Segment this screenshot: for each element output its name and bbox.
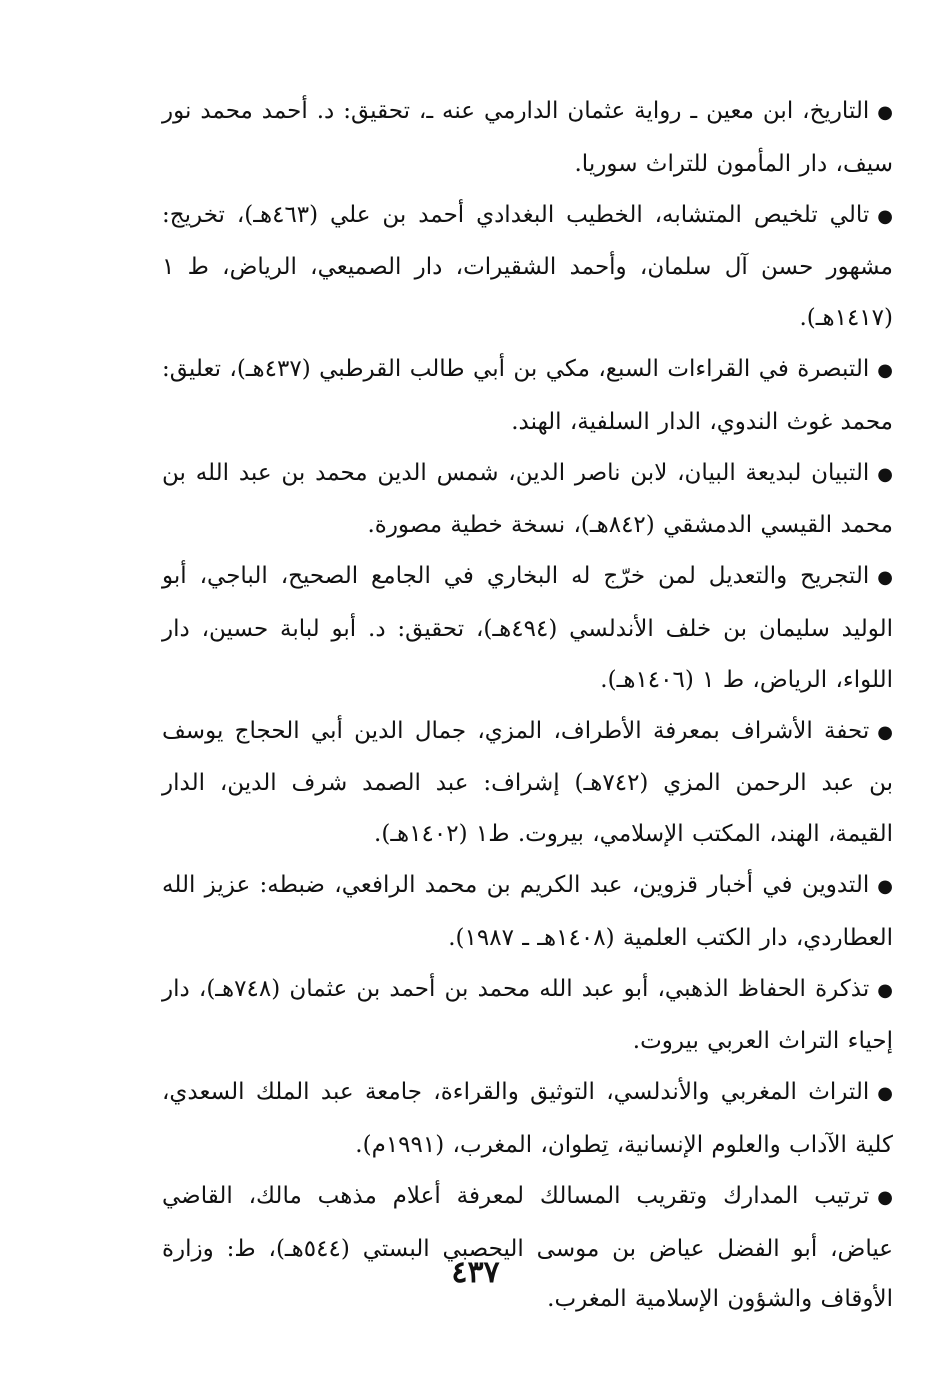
bibliography-entry [162, 551, 893, 705]
bibliography-entry [162, 860, 893, 964]
entry-text: تذكرة الحفاظ الذهبي، أبو عبد الله محمد بن أحمد بن عثمان (٧٤٨هـ)، دار إحياء التراث العربي بيروت. [162, 975, 893, 1055]
bullet-icon: ● [877, 1083, 893, 1105]
bibliography-entry [162, 706, 893, 860]
bullet-icon: ● [877, 463, 893, 485]
bullet-icon: ● [877, 359, 893, 381]
bibliography-entry [162, 1171, 893, 1325]
entry-text: تحفة الأشراف بمعرفة الأطراف، المزي، جمال الدين أبي الحجاج يوسف بن عبد الرحمن المزي (٧٤٢هـ) إشراف: عبد الصمد شرف الدين، الدار القيمة، الهند، المكتب الإسلامي، بيروت. ط١ (١٤٠٢هـ). [162, 717, 893, 848]
bullet-icon: ● [877, 1186, 893, 1208]
bibliography-entry [162, 1067, 893, 1171]
entry-text: التبصرة في القراءات السبع، مكي بن أبي طالب القرطبي (٤٣٧هـ)، تعليق: محمد غوث الندوي، الدار السلفية، الهند. [162, 355, 893, 435]
entry-text: التاريخ، ابن معين ـ رواية عثمان الدارمي عنه ـ، تحقيق: د. أحمد محمد نور سيف، دار المأمون للتراث سوريا. [162, 98, 893, 177]
bibliography-entry [162, 86, 893, 190]
bibliography-entry [162, 448, 893, 552]
page-number: ٤٣٧ [451, 1255, 500, 1290]
bullet-icon: ● [877, 979, 893, 1001]
bullet-icon: ● [877, 567, 893, 589]
bullet-icon: ● [877, 721, 893, 743]
bullet-icon: ● [877, 205, 893, 227]
entry-text: التراث المغربي والأندلسي، التوثيق والقراءة، جامعة عبد الملك السعدي، كلية الآداب والعلوم الإنسانية، تِطوان، المغرب، (١٩٩١م). [162, 1079, 893, 1158]
entry-text: تالي تلخيص المتشابه، الخطيب البغدادي أحمد بن علي (٤٦٣هـ)، تخريج: مشهور حسن آل سلمان، وأحمد الشقيرات، دار الصميعي، الرياض، ط ١ (١٤١٧هـ). [162, 201, 893, 332]
bibliography-entry [162, 344, 893, 448]
entry-text: ترتيب المدارك وتقريب المسالك لمعرفة أعلام مذهب مالك، القاضي عياض، أبو الفضل عياض بن موسى اليحصبي البستي (٥٤٤هـ)، ط: وزارة الأوقاف والشؤون الإسلامية المغرب. [162, 1182, 893, 1313]
entry-text: التجريح والتعديل لمن خرّج له البخاري في الجامع الصحيح، الباجي، أبو الوليد سليمان بن خلف الأندلسي (٤٩٤هـ)، تحقيق: د. أبو لبابة حسين، دار اللواء، الرياض، ط ١ (١٤٠٦هـ). [162, 563, 893, 693]
bullet-icon: ● [877, 102, 893, 123]
bibliography-list [162, 86, 893, 1325]
bullet-icon: ● [877, 875, 893, 897]
entry-text: التبيان لبديعة البيان، لابن ناصر الدين، شمس الدين محمد بن عبد الله بن محمد القيسي الدمشقي (٨٤٢هـ)، نسخة خطية مصورة. [162, 459, 893, 539]
entry-text: التدوين في أخبار قزوين، عبد الكريم بن محمد الرافعي، ضبطه: عزيز الله العطاردي، دار الكتب العلمية (١٤٠٨هـ ـ ١٩٨٧). [162, 871, 893, 951]
bibliography-entry [162, 964, 893, 1068]
bibliography-entry [162, 190, 893, 344]
